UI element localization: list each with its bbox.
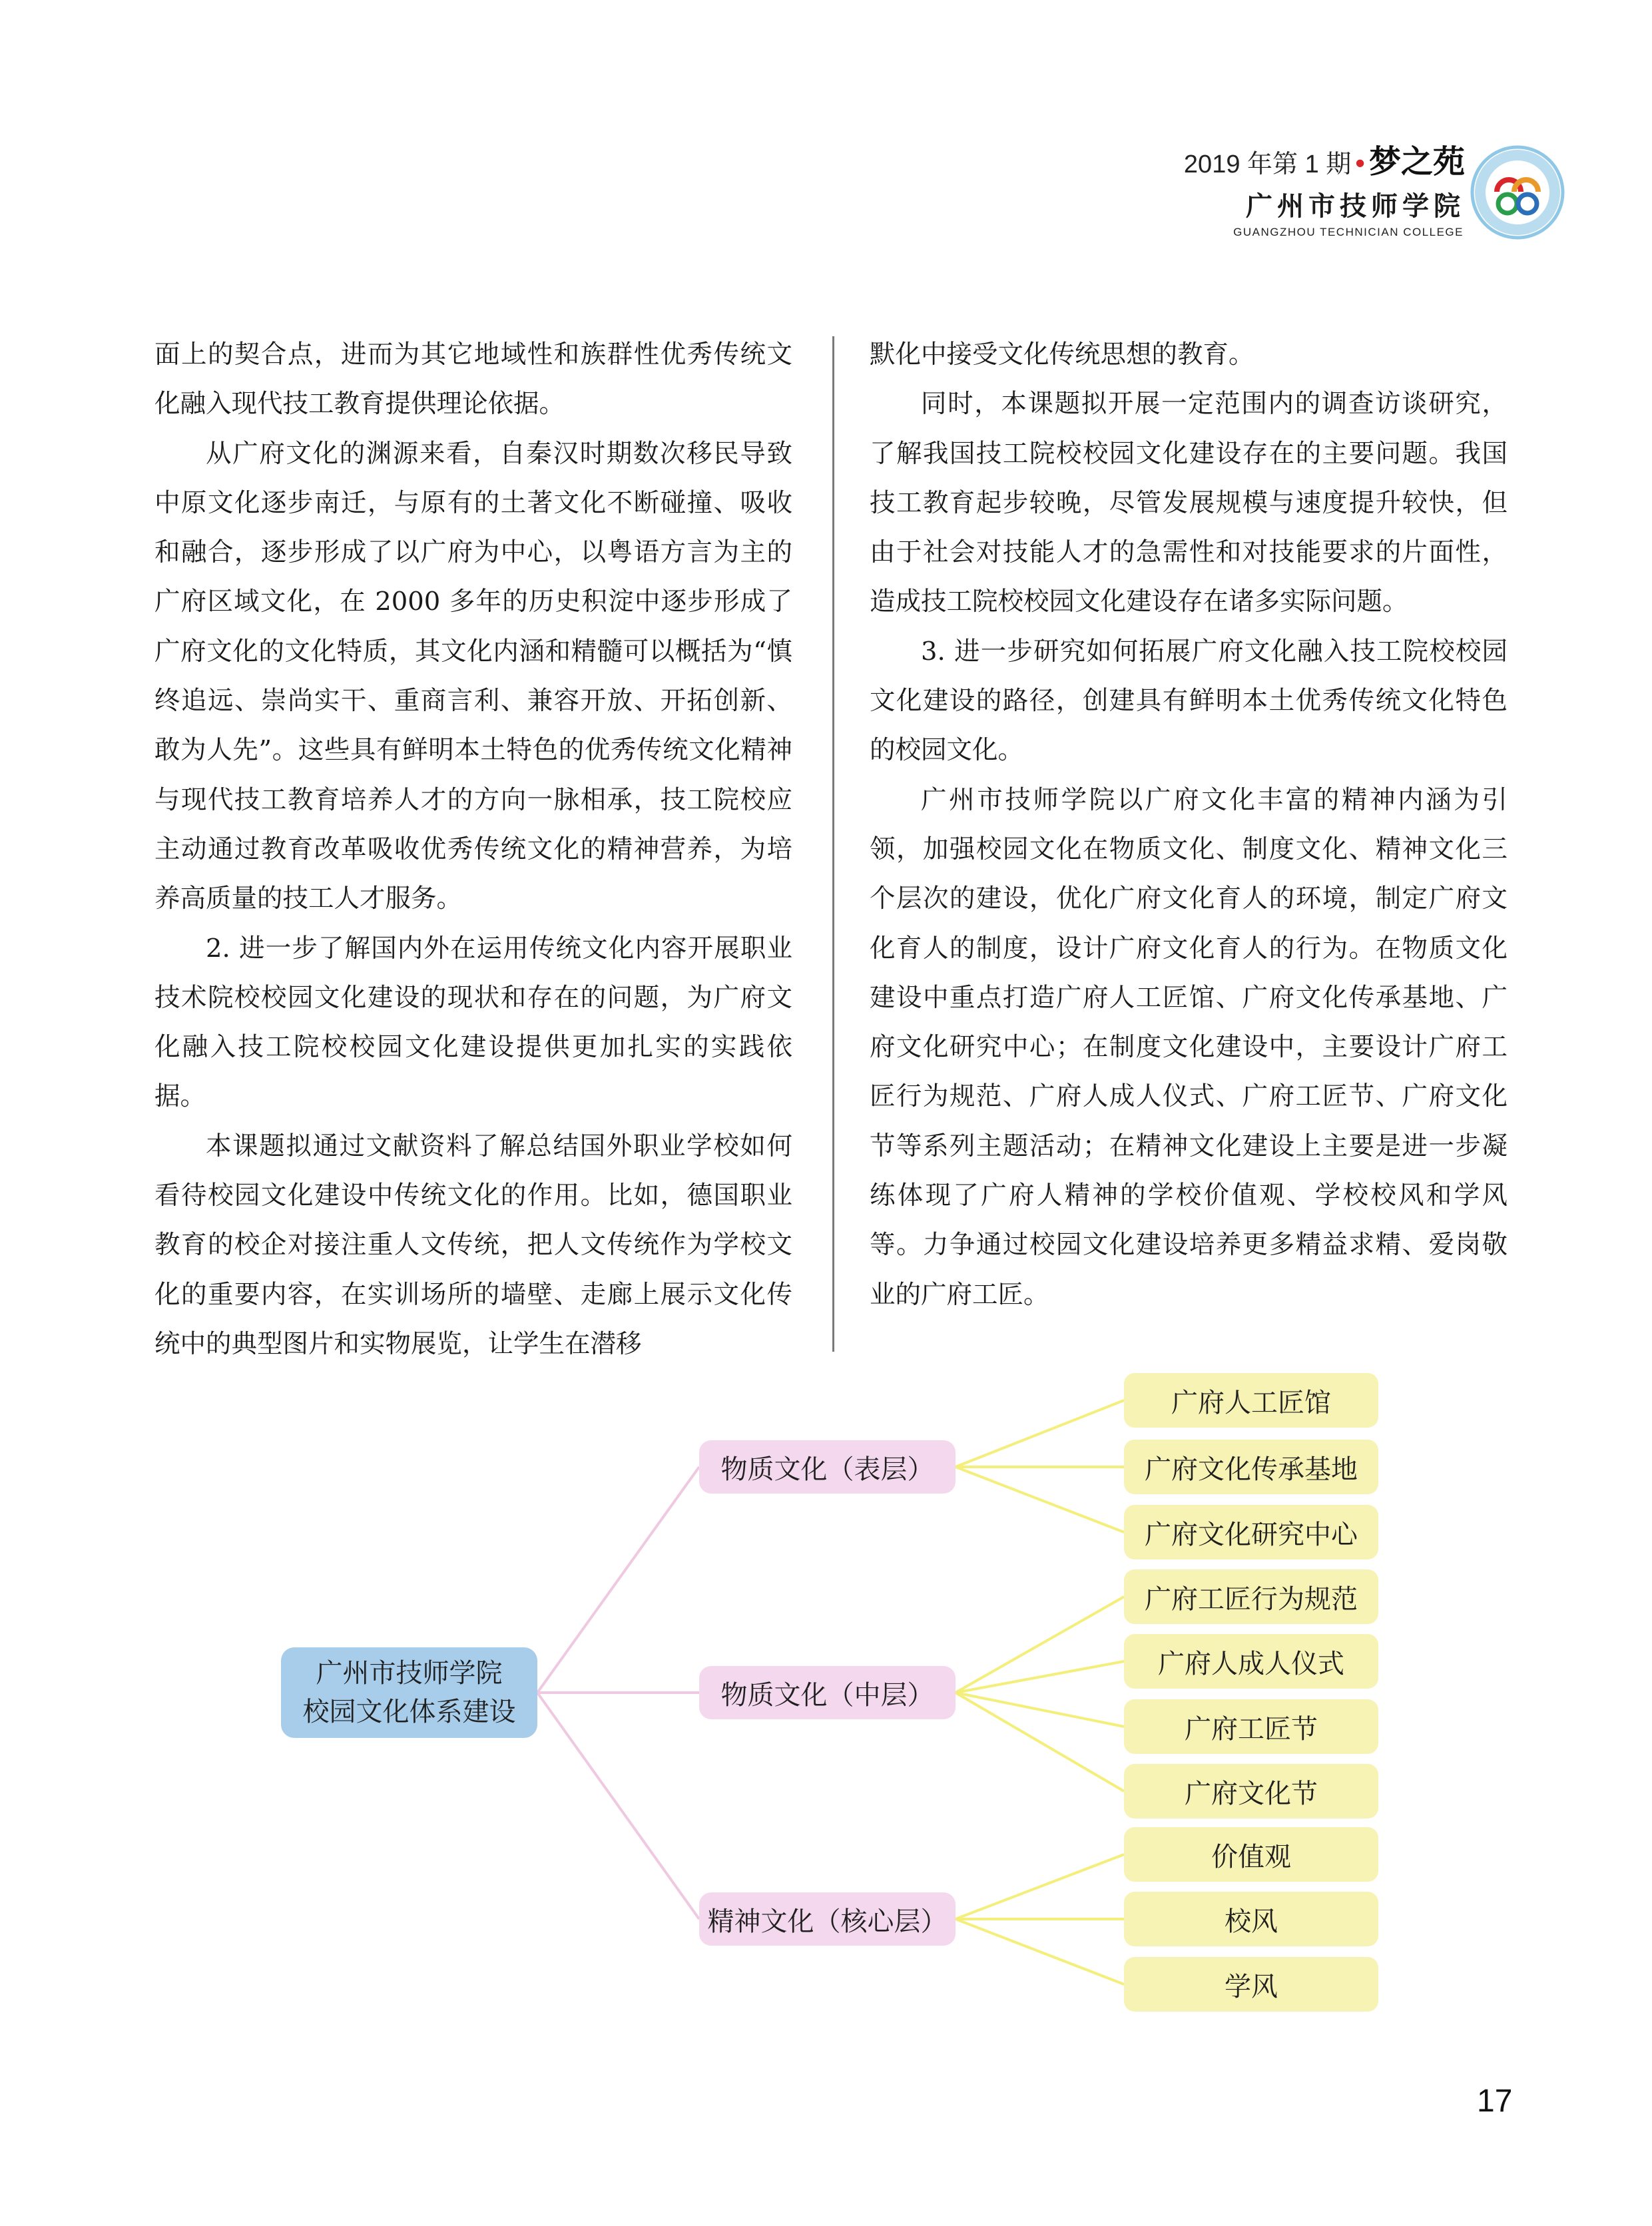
mindmap-leaf: 价值观: [1124, 1827, 1378, 1882]
mindmap-leaf: 校风: [1124, 1892, 1378, 1946]
paragraph: 广州市技师学院以广府文化丰富的精神内涵为引领，加强校园文化在物质文化、制度文化、精神文化三个层次的建设，优化广府文化育人的环境，制定广府文化育人的制度，设计广府文化育人的行为。在物质文化建设中重点打造广府人工匠馆、广府文化传承基地、广府文化研究中心；在制度文化建设中，主要设计广府工匠行为规范、广府人成人仪式、广府工匠节、广府文化节等系列主题活动；在精神文化建设上主要是进一步凝练体现了广府人精神的学校价值观、学校校风和学风等。力争通过校园文化建设培养更多精益求精、爱岗敬业的广府工匠。: [870, 784, 1508, 1310]
mindmap-leaf: 广府人成人仪式: [1124, 1634, 1378, 1689]
mindmap-leaf: 广府文化传承基地: [1124, 1440, 1378, 1494]
paragraph: 3. 进一步研究如何拓展广府文化融入技工院校校园文化建设的路径，创建具有鲜明本土优秀传统文化特色的校园文化。: [870, 636, 1508, 766]
college-name-cn: 广州市技师学院: [1246, 191, 1465, 222]
paragraph: 2. 进一步了解国内外在运用传统文化内容开展职业技术院校校园文化建设的现状和存在的问题，为广府文化融入技工院校校园文化建设提供更加扎实的实践依据。: [154, 933, 792, 1112]
paragraph: 从广府文化的渊源来看，自秦汉时期数次移民导致中原文化逐步南迁，与原有的土著文化不断碰撞、吸收和融合，逐步形成了以广府为中心，以粤语方言为主的广府区域文化，在 2000 多年的历史积淀中逐步形成了广府文化的文化特质，其文化内涵和精髓可以概括为“慎终追远、崇尚实干、重商言利、兼容开放、开拓创新、敢为人先”。这些具有鲜明本土特色的优秀传统文化精神与现代技工教育培养人才的方向一脉相承，技工院校应主动通过教育改革吸收优秀传统文化的精神营养，为培养高质量的技工人才服务。: [154, 438, 792, 914]
issue-separator: •: [1355, 147, 1365, 178]
college-name-en: GUANGZHOU TECHNICIAN COLLEGE: [1233, 226, 1464, 238]
mindmap-leaf: 广府文化节: [1124, 1764, 1378, 1818]
leaf-link: [956, 1400, 1124, 1467]
leaf-link: [956, 1693, 1124, 1791]
paragraph: 本课题拟通过文献资料了解总结国外职业学校如何看待校园文化建设中传统文化的作用。比如，德国职业教育的校企对接注重人文传统，把人文传统作为学校文化的重要内容，在实训场所的墙壁、走廊上展示文化传统中的典型图片和实物展览，让学生在潜移: [154, 1131, 792, 1359]
mindmap-leaf: 广府文化研究中心: [1124, 1505, 1378, 1559]
mindmap-branch-middle: 物质文化（中层）: [699, 1666, 956, 1719]
mindmap-leaf: 学风: [1124, 1957, 1378, 2012]
paragraph: 默化中接受文化传统思想的教育。: [870, 340, 1254, 370]
leaf-link: [956, 1467, 1124, 1532]
paragraph: 面上的契合点，进而为其它地域性和族群性优秀传统文化融入现代技工教育提供理论依据。: [154, 340, 792, 419]
root-link-top: [537, 1467, 699, 1693]
issue-number: 2019 年第 1 期: [1183, 150, 1352, 178]
leaf-link: [956, 1693, 1124, 1727]
mindmap-leaf: 广府工匠节: [1124, 1699, 1378, 1754]
root-link-bottom: [537, 1693, 699, 1919]
mindmap-branch-core: 精神文化（核心层）: [699, 1892, 956, 1946]
leaf-link: [956, 1919, 1124, 1984]
mindmap-root: [281, 1647, 537, 1738]
mindmap-root-line-2: 校园文化体系建设: [302, 1697, 516, 1727]
paragraph: 同时，本课题拟开展一定范围内的调查访谈研究，了解我国技工院校校园文化建设存在的主要问题。我国技工教育起步较晚，尽管发展规模与速度提升较快，但由于社会对技能人才的急需性和对技能要求的片面性，造成技工院校校园文化建设存在诸多实际问题。: [870, 389, 1508, 617]
mindmap-leaf: 广府人工匠馆: [1124, 1373, 1378, 1428]
page-number: 17: [1477, 2084, 1513, 2119]
mindmap-branch-surface: 物质文化（表层）: [699, 1440, 956, 1494]
mindmap-root-line-1: 广州市技师学院: [316, 1658, 503, 1689]
leaf-link: [956, 1854, 1124, 1919]
magazine-title: 梦之苑: [1368, 143, 1465, 180]
mindmap-leaf: 广府工匠行为规范: [1124, 1569, 1378, 1624]
